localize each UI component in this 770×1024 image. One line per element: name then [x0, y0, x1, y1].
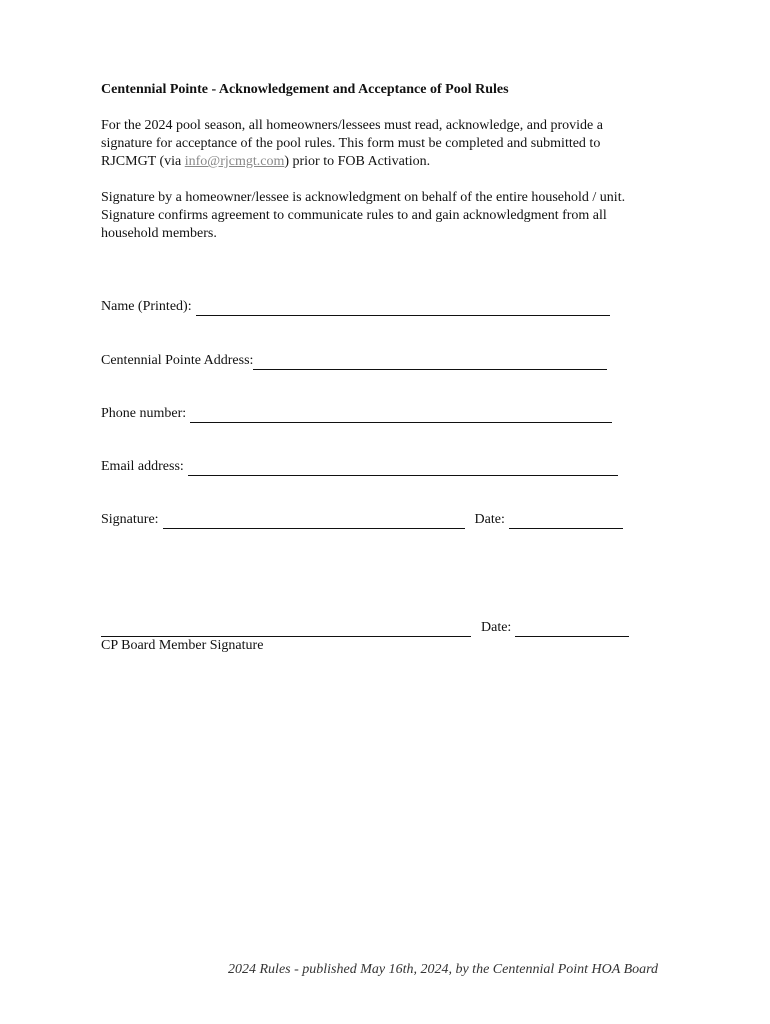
phone-label: Phone number:	[101, 406, 187, 421]
page-footer: 2024 Rules - published May 16th, 2024, by the Centennial Point HOA Board	[228, 962, 659, 977]
email-label: Email address:	[101, 459, 184, 474]
board-signature-blank-line[interactable]	[101, 622, 471, 637]
notice-line-3: household members.	[101, 226, 217, 241]
intro-line-3-before: RJCMGT (via	[101, 154, 185, 169]
phone-field-row	[101, 405, 612, 423]
address-blank-line[interactable]	[253, 355, 607, 370]
signature-date-label: Date:	[474, 512, 505, 527]
signature-date-blank-line[interactable]	[509, 514, 623, 529]
notice-line-2: Signature confirms agreement to communicate rules to and gain acknowledgment from all	[101, 208, 607, 223]
email-field-row	[101, 458, 618, 476]
signature-label: Signature:	[101, 512, 159, 527]
board-date-group	[481, 619, 629, 637]
address-label: Centennial Pointe Address:	[101, 353, 254, 368]
intro-paragraph	[101, 117, 681, 171]
address-field-row	[101, 352, 607, 370]
name-blank-line[interactable]	[196, 301, 610, 316]
signature-date-group	[475, 511, 623, 529]
notice-line-1: Signature by a homeowner/lessee is acknowledgment on behalf of the entire household / unit.	[101, 190, 626, 205]
intro-line-1: For the 2024 pool season, all homeowners/lessees must read, acknowledge, and provide a	[101, 118, 603, 133]
signature-blank-line[interactable]	[163, 514, 465, 529]
email-link[interactable]: info@rjcmgt.com	[184, 154, 285, 169]
intro-line-3	[101, 153, 681, 171]
email-blank-line[interactable]	[188, 461, 618, 476]
board-date-label: Date:	[481, 620, 512, 635]
name-field-row	[101, 298, 610, 316]
phone-blank-line[interactable]	[190, 408, 612, 423]
intro-line-2: signature for acceptance of the pool rules. This form must be completed and submitted to	[101, 136, 601, 151]
notice-paragraph	[101, 189, 681, 243]
board-signature-row	[101, 619, 629, 637]
board-signature-caption: CP Board Member Signature	[101, 638, 264, 653]
signature-field-row	[101, 511, 623, 529]
form-title: Centennial Pointe - Acknowledgement and Acceptance of Pool Rules	[101, 82, 509, 97]
name-label: Name (Printed):	[101, 299, 192, 314]
intro-line-3-after: ) prior to FOB Activation.	[284, 154, 431, 169]
board-date-blank-line[interactable]	[515, 622, 629, 637]
